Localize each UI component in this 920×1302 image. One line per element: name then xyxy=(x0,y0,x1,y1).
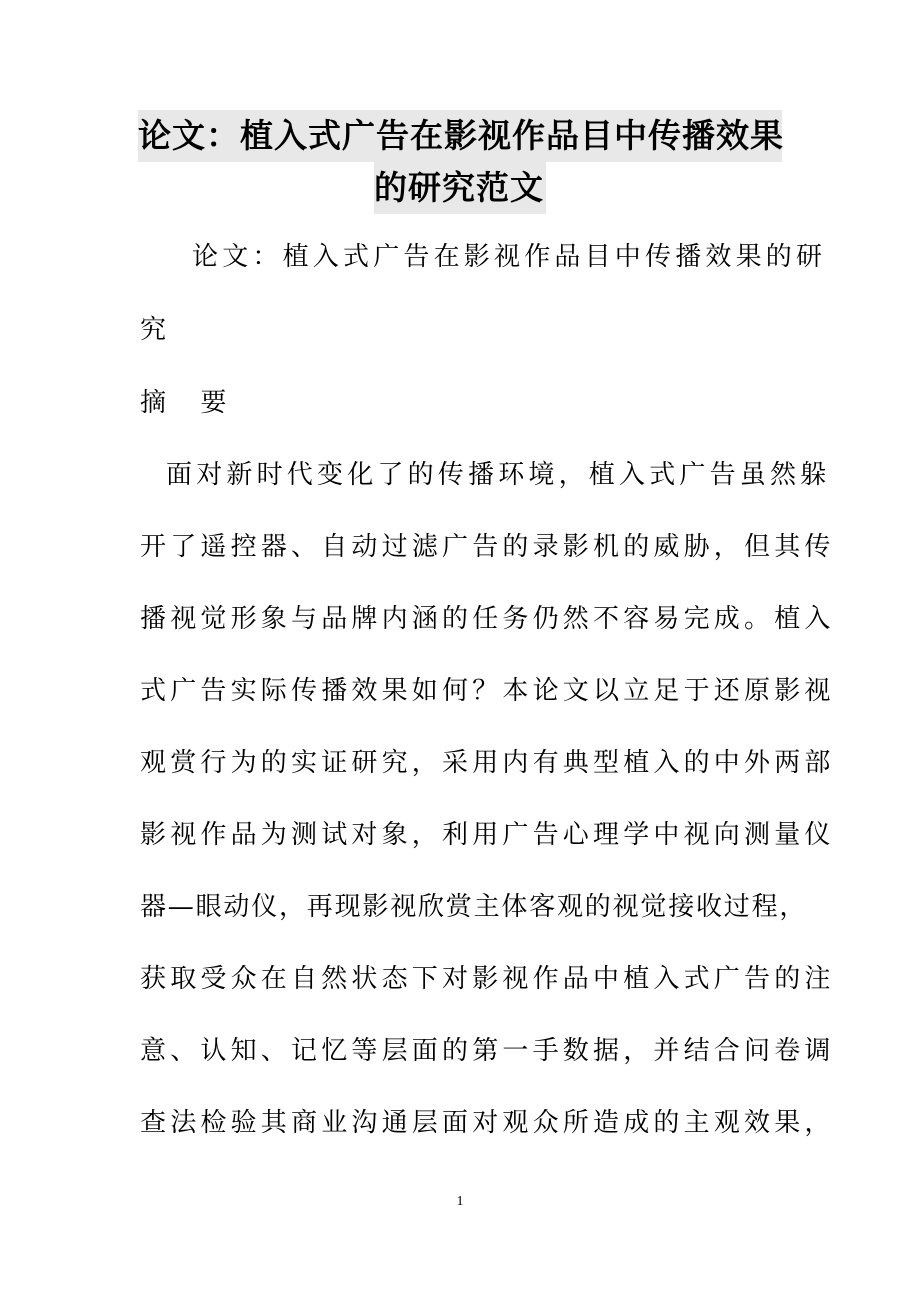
abstract-line-9: 意、认知、记忆等层面的第一手数据，并结合问卷调 xyxy=(140,1036,835,1066)
abstract-line-10: 查法检验其商业沟通层面对观众所造成的主观效果， xyxy=(140,1108,835,1138)
abstract-line-6: 影视作品为测试对象，利用广告心理学中视向测量仪 xyxy=(140,820,835,850)
page-number: 1 xyxy=(456,1194,464,1209)
abstract-line-8: 获取受众在自然状态下对影视作品中植入式广告的注 xyxy=(140,964,835,994)
abstract-line-7: 器—眼动仪，再现影视欣赏主体客观的视觉接收过程， xyxy=(140,892,808,922)
subtitle-line-1: 论文：植入式广告在影视作品目中传播效果的研 xyxy=(192,242,827,272)
abstract-line-4: 式广告实际传播效果如何？本论文以立足于还原影视 xyxy=(140,676,835,706)
abstract-line-5: 观赏行为的实证研究，采用内有典型植入的中外两部 xyxy=(140,748,835,778)
abstract-line-1: 面对新时代变化了的传播环境，植入式广告虽然躲 xyxy=(166,460,831,490)
document-title-line-2: 的研究范文 xyxy=(374,162,546,214)
subtitle-line-2: 究 xyxy=(140,315,171,345)
abstract-line-2: 开了遥控器、自动过滤广告的录影机的威胁，但其传 xyxy=(140,532,835,562)
document-title-line-1: 论文：植入式广告在影视作品目中传播效果 xyxy=(138,110,782,162)
abstract-line-3: 播视觉形象与品牌内涵的任务仍然不容易完成。植入 xyxy=(140,604,835,634)
abstract-heading: 摘 要 xyxy=(140,388,231,418)
